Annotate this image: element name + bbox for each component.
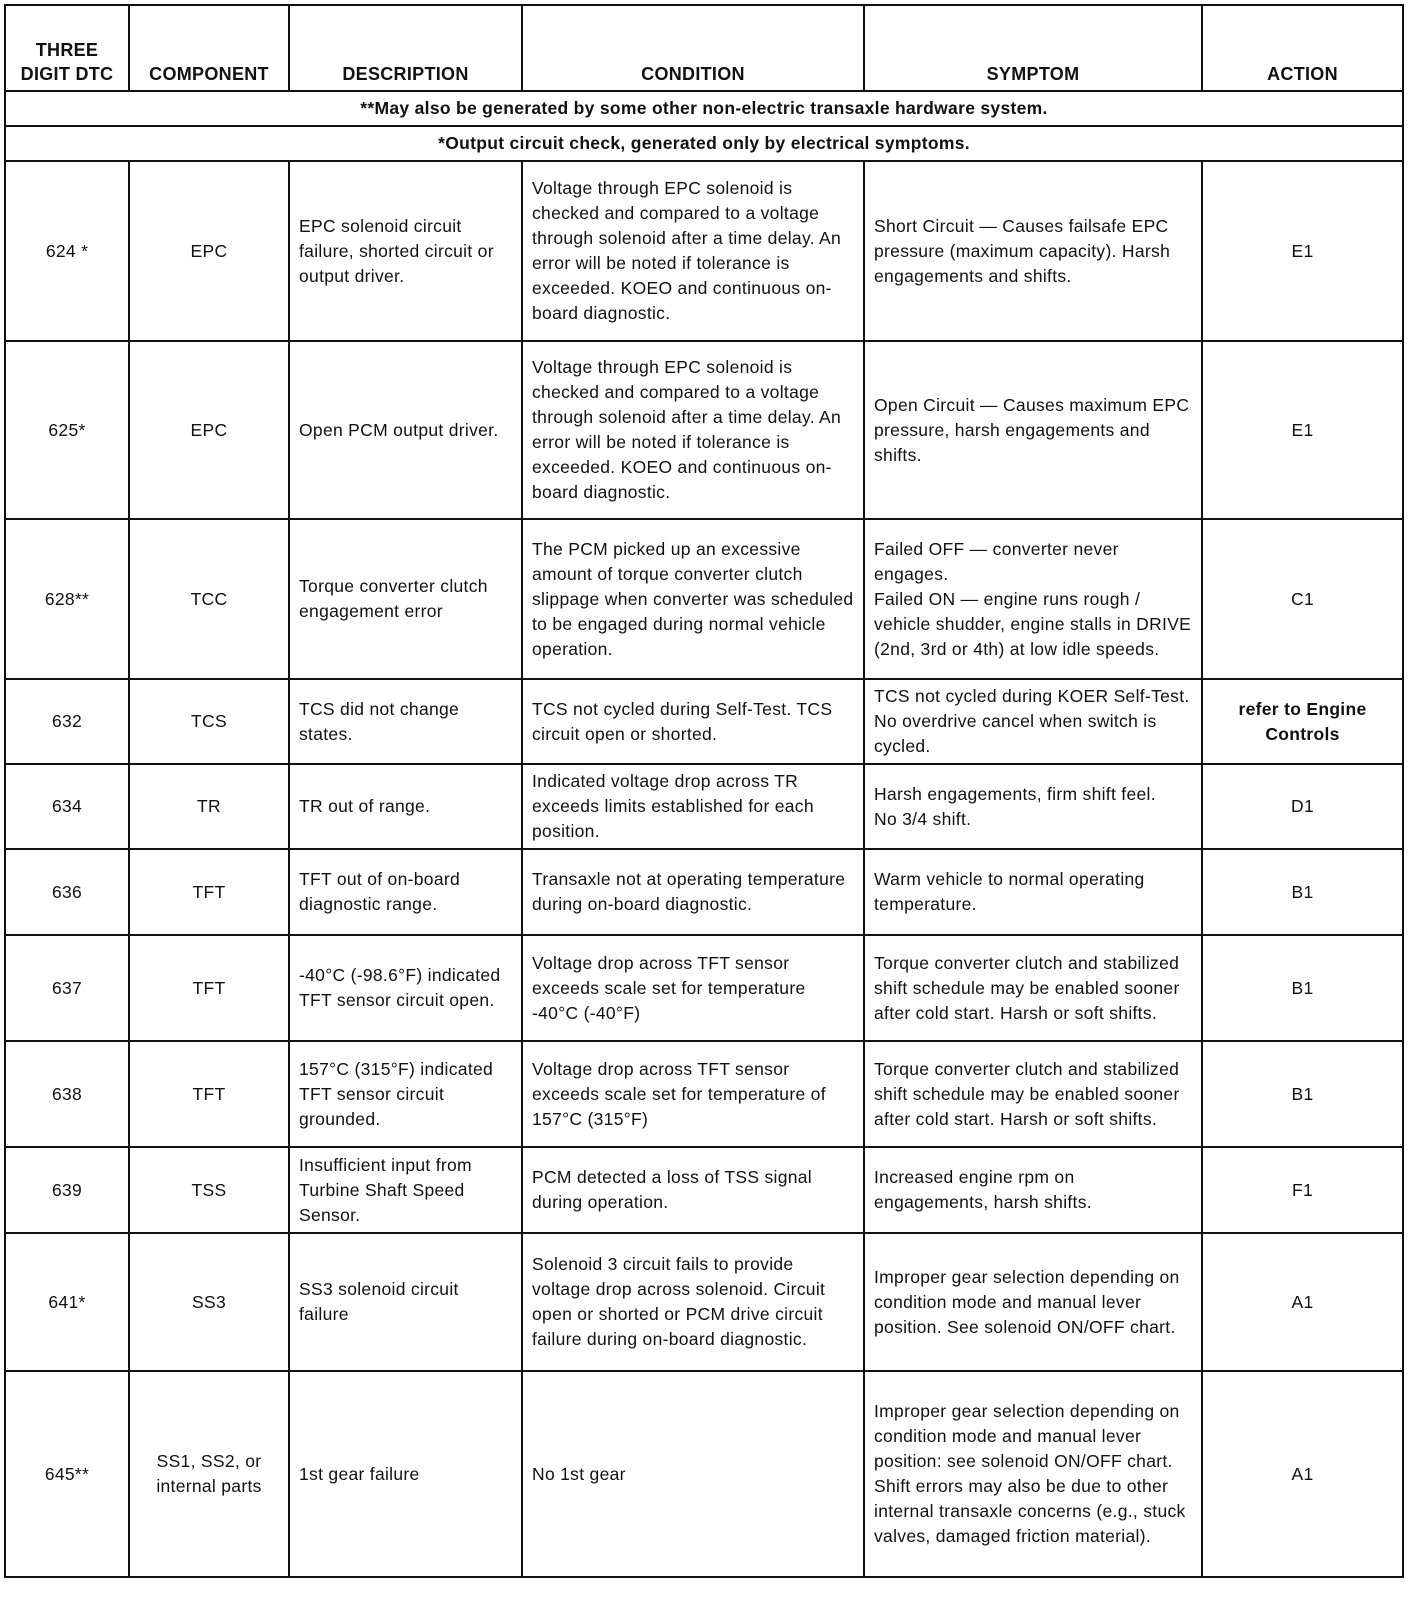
header-symptom: SYMPTOM <box>864 5 1202 91</box>
table-body <box>5 161 1403 1577</box>
description: Insufficient input from Turbine Shaft Speed Sensor. <box>289 1147 522 1233</box>
dtc-code: 625* <box>5 341 129 519</box>
symptom: Increased engine rpm on engagements, harsh shifts. <box>864 1147 1202 1233</box>
component: SS3 <box>129 1233 289 1371</box>
description: SS3 solenoid circuit failure <box>289 1233 522 1371</box>
dtc-table <box>4 4 1404 1578</box>
description: TFT out of on-board diagnostic range. <box>289 849 522 935</box>
note-single-asterisk: *Output circuit check, generated only by electrical symptoms. <box>5 126 1403 161</box>
condition: Voltage through EPC solenoid is checked and compared to a voltage through solenoid after a time delay. An error will be noted if tolerance is exceeded. KOEO and continuous on-board diagnostic. <box>522 341 864 519</box>
condition: The PCM picked up an excessive amount of torque converter clutch slippage when converter was scheduled to be engaged during normal vehicle operation. <box>522 519 864 679</box>
note-double-asterisk: **May also be generated by some other non-electric transaxle hardware system. <box>5 91 1403 126</box>
dtc-code: 638 <box>5 1041 129 1147</box>
header-code: THREE DIGIT DTC <box>5 5 129 91</box>
action-code: C1 <box>1202 519 1403 679</box>
component: TR <box>129 764 289 849</box>
action-code: B1 <box>1202 849 1403 935</box>
description: 157°C (315°F) indicated TFT sensor circuit grounded. <box>289 1041 522 1147</box>
action-code: B1 <box>1202 1041 1403 1147</box>
table-row <box>5 1147 1403 1233</box>
condition: Solenoid 3 circuit fails to provide voltage drop across solenoid. Circuit open or shorted or PCM drive circuit failure during on-board diagnostic. <box>522 1233 864 1371</box>
dtc-code: 645** <box>5 1371 129 1577</box>
action-code: refer to Engine Controls <box>1202 679 1403 764</box>
header-component: COMPONENT <box>129 5 289 91</box>
condition: Voltage through EPC solenoid is checked and compared to a voltage through solenoid after a time delay. An error will be noted if tolerance is exceeded. KOEO and continuous on-board diagnostic. <box>522 161 864 341</box>
action-code: D1 <box>1202 764 1403 849</box>
action-code: A1 <box>1202 1233 1403 1371</box>
component: TFT <box>129 1041 289 1147</box>
action-code: E1 <box>1202 161 1403 341</box>
symptom: Improper gear selection depending on condition mode and manual lever position: see solenoid ON/OFF chart. Shift errors may also be due to other internal transaxle concerns (e.g., stuck valves, damaged friction material). <box>864 1371 1202 1577</box>
symptom: Open Circuit — Causes maximum EPC pressure, harsh engagements and shifts. <box>864 341 1202 519</box>
component: TCS <box>129 679 289 764</box>
dtc-code: 637 <box>5 935 129 1041</box>
symptom: TCS not cycled during KOER Self-Test. No overdrive cancel when switch is cycled. <box>864 679 1202 764</box>
component: TFT <box>129 849 289 935</box>
condition: PCM detected a loss of TSS signal during operation. <box>522 1147 864 1233</box>
dtc-code: 634 <box>5 764 129 849</box>
table-notes <box>5 91 1403 161</box>
description: TCS did not change states. <box>289 679 522 764</box>
condition: Voltage drop across TFT sensor exceeds scale set for temperature of 157°C (315°F) <box>522 1041 864 1147</box>
symptom: Improper gear selection depending on condition mode and manual lever position. See solenoid ON/OFF chart. <box>864 1233 1202 1371</box>
table-row <box>5 849 1403 935</box>
table-row <box>5 519 1403 679</box>
symptom: Harsh engagements, firm shift feel. No 3/4 shift. <box>864 764 1202 849</box>
condition: Transaxle not at operating temperature during on-board diagnostic. <box>522 849 864 935</box>
component: EPC <box>129 161 289 341</box>
action-code: E1 <box>1202 341 1403 519</box>
symptom: Warm vehicle to normal operating temperature. <box>864 849 1202 935</box>
description: Open PCM output driver. <box>289 341 522 519</box>
action-code: B1 <box>1202 935 1403 1041</box>
action-code: A1 <box>1202 1371 1403 1577</box>
table-row <box>5 764 1403 849</box>
table-row <box>5 1371 1403 1577</box>
component: SS1, SS2, or internal parts <box>129 1371 289 1577</box>
dtc-code: 628** <box>5 519 129 679</box>
table-row <box>5 161 1403 341</box>
table-row <box>5 341 1403 519</box>
component: TCC <box>129 519 289 679</box>
component: TFT <box>129 935 289 1041</box>
table-header <box>5 5 1403 91</box>
action-code: F1 <box>1202 1147 1403 1233</box>
description: EPC solenoid circuit failure, shorted circuit or output driver. <box>289 161 522 341</box>
symptom: Short Circuit — Causes failsafe EPC pressure (maximum capacity). Harsh engagements and shifts. <box>864 161 1202 341</box>
description: Torque converter clutch engagement error <box>289 519 522 679</box>
dtc-code: 641* <box>5 1233 129 1371</box>
condition: No 1st gear <box>522 1371 864 1577</box>
header-action: ACTION <box>1202 5 1403 91</box>
table-row <box>5 1041 1403 1147</box>
note-row <box>5 126 1403 161</box>
condition: TCS not cycled during Self-Test. TCS circuit open or shorted. <box>522 679 864 764</box>
description: TR out of range. <box>289 764 522 849</box>
description: 1st gear failure <box>289 1371 522 1577</box>
dtc-code: 624 * <box>5 161 129 341</box>
symptom: Torque converter clutch and stabilized shift schedule may be enabled sooner after cold start. Harsh or soft shifts. <box>864 1041 1202 1147</box>
description: -40°C (-98.6°F) indicated TFT sensor circuit open. <box>289 935 522 1041</box>
header-description: DESCRIPTION <box>289 5 522 91</box>
table-row <box>5 935 1403 1041</box>
component: TSS <box>129 1147 289 1233</box>
condition: Voltage drop across TFT sensor exceeds scale set for temperature -40°C (-40°F) <box>522 935 864 1041</box>
symptom: Torque converter clutch and stabilized shift schedule may be enabled sooner after cold start. Harsh or soft shifts. <box>864 935 1202 1041</box>
table-row <box>5 679 1403 764</box>
component: EPC <box>129 341 289 519</box>
condition: Indicated voltage drop across TR exceeds limits established for each position. <box>522 764 864 849</box>
header-row <box>5 5 1403 91</box>
dtc-chart-page <box>4 4 1402 1578</box>
dtc-code: 639 <box>5 1147 129 1233</box>
symptom: Failed OFF — converter never engages. Failed ON — engine runs rough / vehicle shudder, engine stalls in DRIVE (2nd, 3rd or 4th) at low idle speeds. <box>864 519 1202 679</box>
dtc-code: 632 <box>5 679 129 764</box>
dtc-code: 636 <box>5 849 129 935</box>
note-row <box>5 91 1403 126</box>
header-condition: CONDITION <box>522 5 864 91</box>
table-row <box>5 1233 1403 1371</box>
